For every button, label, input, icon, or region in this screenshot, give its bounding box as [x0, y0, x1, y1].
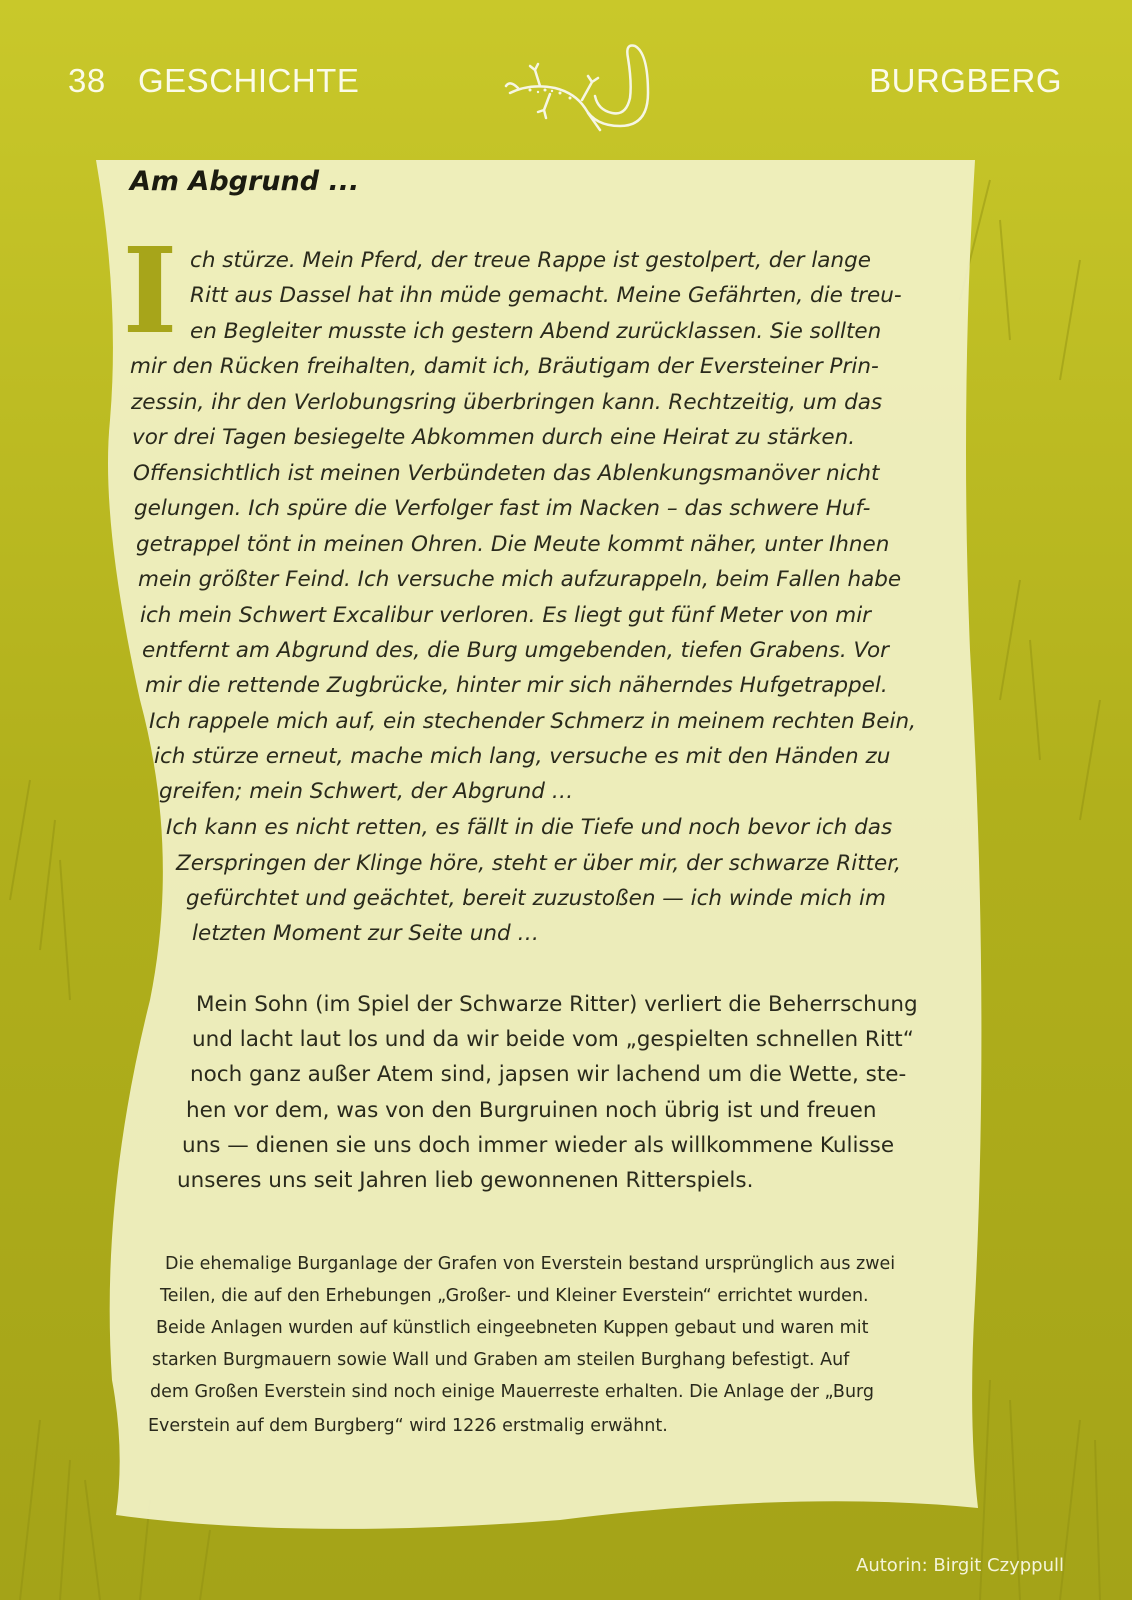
section-title: GESCHICHTE [138, 62, 360, 99]
history-line: Beide Anlagen wurden auf künstlich eingeebneten Kuppen gebaut und waren mit [156, 1318, 869, 1338]
history-line: Teilen, die auf den Erhebungen „Großer- und Kleiner Everstein“ errichtet wurden. [160, 1286, 869, 1306]
story-line: Ritt aus Dassel hat ihn müde gemacht. Meine Gefährten, die treu- [190, 283, 902, 308]
history-line: dem Großen Everstein sind noch einige Mauerreste erhalten. Die Anlage der „Burg [150, 1382, 875, 1402]
story-line: letzten Moment zur Seite und … [192, 921, 539, 946]
epilogue-line: hen vor dem, was von den Burgruinen noch übrig ist und freuen [186, 1098, 877, 1123]
history-line: starken Burgmauern sowie Wall und Graben am steilen Burghang befestigt. Auf [152, 1350, 850, 1370]
story-line: greifen; mein Schwert, der Abgrund … [159, 779, 574, 804]
story-line: zessin, ihr den Verlobungsring überbringen kann. Rechtzeitig, um das [131, 390, 883, 415]
story-line: mir den Rücken freihalten, damit ich, Bräutigam der Eversteiner Prin- [130, 354, 879, 379]
drop-cap-letter: I [122, 221, 178, 360]
story-line: Zerspringen der Klinge höre, steht er über mir, der schwarze Ritter, [176, 851, 901, 876]
location-title: BURGBERG [869, 62, 1062, 99]
history-line: Everstein auf dem Burgberg“ wird 1226 erstmalig erwähnt. [148, 1416, 668, 1436]
page-number: 38 [68, 62, 106, 99]
epilogue-line: uns — dienen sie uns doch immer wieder als willkommene Kulisse [182, 1133, 895, 1158]
epilogue-line: noch ganz außer Atem sind, japsen wir lachend um die Wette, ste- [190, 1062, 907, 1087]
epilogue-line: unseres uns seit Jahren lieb gewonnenen Ritterspiels. [177, 1168, 754, 1193]
story-line: en Begleiter musste ich gestern Abend zurücklassen. Sie sollten [190, 319, 882, 344]
story-line: ich stürze erneut, mache mich lang, versuche es mit den Händen zu [154, 744, 891, 769]
story-line: Ich kann es nicht retten, es fällt in die Tiefe und noch bevor ich das [166, 815, 893, 840]
history-line: Die ehemalige Burganlage der Grafen von Everstein bestand ursprünglich aus zwei [165, 1254, 896, 1274]
story-line: Offensichtlich ist meinen Verbündeten das Ablenkungsmanöver nicht [133, 461, 880, 486]
epilogue-line: Mein Sohn (im Spiel der Schwarze Ritter) verliert die Beherrschung [196, 992, 918, 1017]
story-line: gefürchtet und geächtet, bereit zuzustoßen — ich winde mich im [186, 886, 886, 911]
story-line: vor drei Tagen besiegelte Abkommen durch eine Heirat zu stärken. [132, 425, 856, 450]
story-line: getrappel tönt in meinen Ohren. Die Meute kommt näher, unter Ihnen [136, 532, 890, 557]
story-line: mein größter Feind. Ich versuche mich aufzurappeln, beim Fallen habe [138, 567, 902, 592]
story-line: gelungen. Ich spüre die Verfolger fast im Nacken – das schwere Huf- [134, 496, 871, 521]
drop-cap [122, 221, 178, 360]
story-line: mir die rettende Zugbrücke, hinter mir sich näherndes Hufgetrappel. [145, 673, 888, 698]
story-line: entfernt am Abgrund des, die Burg umgebenden, tiefen Grabens. Vor [142, 638, 889, 663]
article-title: Am Abgrund ... [130, 166, 360, 197]
author-credit: Autorin: Birgit Czyppull [856, 1555, 1064, 1576]
story-line: ich mein Schwert Excalibur verloren. Es liegt gut fünf Meter von mir [140, 603, 872, 628]
epilogue-line: und lacht laut los und da wir beide vom „gespielten schnellen Ritt“ [192, 1027, 914, 1052]
story-line: ch stürze. Mein Pferd, der treue Rappe ist gestolpert, der lange [190, 248, 871, 273]
story-line: Ich rappele mich auf, ein stechender Schmerz in meinem rechten Bein, [149, 709, 916, 734]
